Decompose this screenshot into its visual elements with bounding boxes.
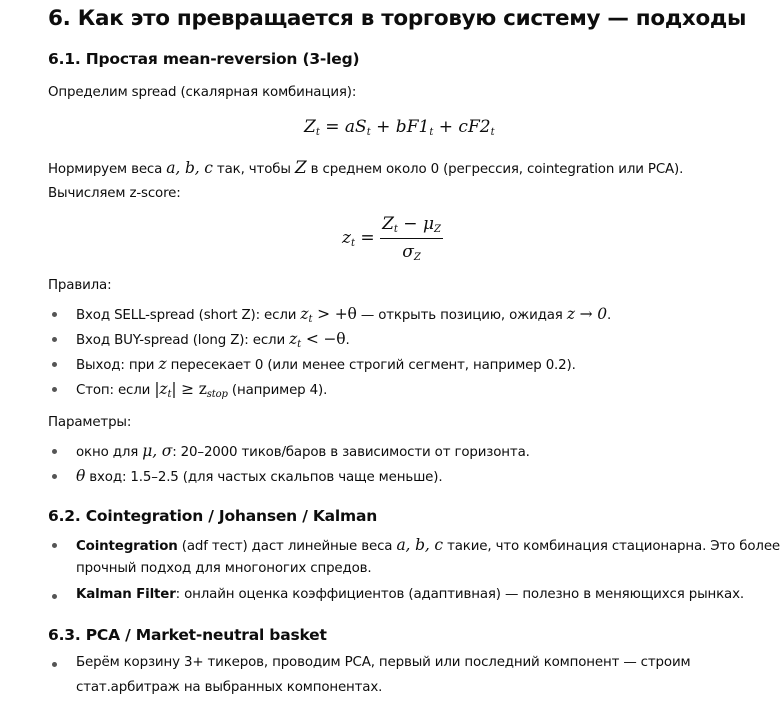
bullet-icon [52, 474, 57, 479]
subscript: t [297, 339, 302, 350]
text: Вход SELL-spread (short Z): если [76, 308, 301, 323]
bullet-icon [52, 594, 57, 599]
var-z: z [342, 228, 351, 248]
formula-Z: Z [304, 117, 316, 137]
math: > +θ [312, 305, 357, 323]
text: так, чтобы [212, 162, 295, 177]
item-text [76, 467, 442, 485]
bullet-icon [52, 387, 57, 392]
heading-6-2: 6.2. Cointegration / Johansen / Kalman [48, 507, 378, 525]
heading-6-3: 6.3. PCA / Market-neutral basket [48, 626, 327, 644]
weight-b: b [395, 117, 407, 137]
text: — открыть позицию, ожидая [356, 308, 567, 323]
subscript: t [308, 314, 313, 325]
bullet-icon [52, 312, 57, 317]
text: пересекает 0 (или менее строгий сегмент, например 0.2). [166, 358, 576, 373]
subscript: Z [434, 224, 441, 235]
bold-term: Cointegration [76, 539, 178, 554]
text: окно для [76, 445, 143, 460]
math: |z [154, 380, 168, 398]
math: z [300, 305, 309, 323]
math: < −θ [301, 330, 346, 348]
var-S: S [355, 117, 367, 137]
item-text [76, 305, 611, 325]
text: Стоп: если [76, 383, 155, 398]
zscore-formula [342, 214, 443, 263]
item-text [76, 536, 780, 554]
text: : онлайн оценка коэффициентов (адаптивная) — полезно в меняющихся рынках. [175, 587, 744, 602]
normalize-text [48, 158, 683, 178]
subscript: t [167, 389, 172, 400]
subscript: Z [413, 252, 421, 263]
math: θ [76, 467, 86, 485]
math-Z: Z [294, 158, 307, 178]
rules-label: Правила: [48, 278, 112, 293]
var-F2: F2 [467, 117, 491, 137]
bullet-icon [52, 337, 57, 342]
subscript: t [490, 127, 495, 138]
math: μ, σ [142, 442, 173, 460]
heading-6-1: 6.1. Простая mean-reversion (3-leg) [48, 50, 360, 68]
weight-c: c [458, 117, 468, 137]
math: z [158, 355, 167, 373]
var-Z: Z [382, 214, 394, 234]
subscript: t [393, 224, 398, 235]
plus: + [433, 117, 459, 137]
subscript: t [350, 238, 355, 249]
text: (например 4). [227, 383, 328, 398]
bullet-icon [52, 449, 57, 454]
item-text [76, 587, 744, 602]
math: z [289, 330, 298, 348]
math: | ≥ z [171, 380, 207, 398]
item-text [76, 355, 576, 373]
denominator [402, 239, 421, 263]
fraction [380, 214, 443, 263]
item-text-line2: стат.арбитраж на выбранных компонентах. [76, 680, 383, 695]
text: Нормируем веса [48, 162, 167, 177]
text: (adf тест) даст линейные веса [177, 539, 397, 554]
item-text-line2: прочный подход для многоногих спредов. [76, 561, 372, 576]
math: z → 0 [566, 305, 607, 323]
subscript: stop [206, 389, 228, 400]
weight-a: a [344, 117, 356, 137]
item-text [76, 380, 327, 400]
mu: μ [422, 214, 435, 234]
var-F1: F1 [406, 117, 430, 137]
spread-intro: Определим spread (скалярная комбинация): [48, 85, 357, 100]
plus: + [370, 117, 396, 137]
sigma: σ [402, 242, 414, 262]
math: a, b, c [396, 536, 443, 554]
text: Вход BUY-spread (long Z): если [76, 333, 290, 348]
text: такие, что комбинация стационарна. Это более [442, 539, 781, 554]
text: в среднем около 0 (регрессия, cointegration или PCA). [306, 162, 684, 177]
equals: = [355, 228, 381, 248]
item-text [76, 330, 350, 350]
zscore-intro: Вычисляем z-score: [48, 186, 181, 201]
text: Выход: при [76, 358, 159, 373]
text: . [345, 333, 350, 348]
text: . [606, 308, 612, 323]
subscript: t [366, 127, 371, 138]
item-text [76, 442, 530, 460]
bullet-icon [52, 543, 57, 548]
bold-term: Kalman Filter [76, 587, 176, 602]
bullet-icon [52, 362, 57, 367]
text: : 20–2000 тиков/баров в зависимости от горизонта. [172, 445, 530, 460]
minus: − [397, 214, 423, 234]
text: вход: 1.5–2.5 (для частых скальпов чаще меньше). [85, 470, 443, 485]
params-label: Параметры: [48, 415, 132, 430]
numerator [380, 214, 443, 239]
spread-formula [304, 117, 495, 138]
subscript: t [315, 127, 320, 138]
item-text: Берём корзину 3+ тикеров, проводим PCA, первый или последний компонент — строим [76, 655, 691, 670]
equals: = [319, 117, 345, 137]
section-title: 6. Как это превращается в торговую систему — подходы [48, 6, 747, 31]
subscript: t [429, 127, 434, 138]
math-abc: a, b, c [166, 159, 213, 177]
bullet-icon [52, 662, 57, 667]
